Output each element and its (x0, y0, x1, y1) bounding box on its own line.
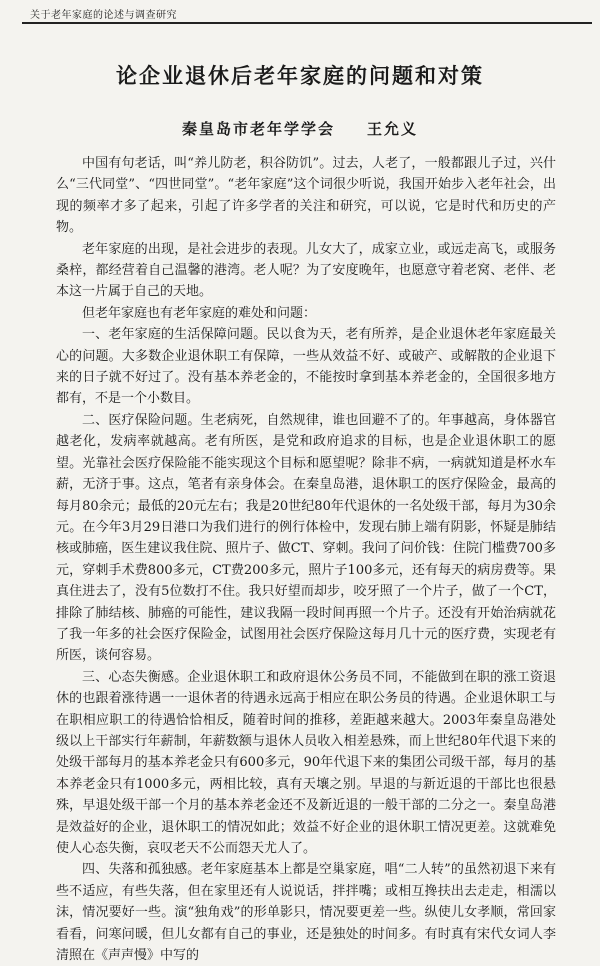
paragraph: 但老年家庭也有老年家庭的难处和问题： (82, 305, 317, 321)
running-header: 关于老年家庭的论述与调查研究 (30, 10, 177, 21)
paragraph: 一、老年家庭的生活保障问题。民以食为天，老有所养，是企业退休老年家庭最关心的问题。大多数企业退休职工有保障，一些从效益不好、或破产、或解散的企业退下来的日子就不好过了。没有基本养老金的，不能按时拿到基本养老金的，全国很多地方都有，不是一个小数目。 (56, 327, 556, 407)
paragraph: 二、医疗保险问题。生老病死，自然规律，谁也回避不了的。年事越高，身体器官越老化，发病率就越高。老有所医，是党和政府追求的目标，也是企业退休职工的愿望。光靠社会医疗保险能不能实现这个目标和愿望呢？除非不病，一病就知道是杯水车薪，无济于事。这点，笔者有亲身体会。在秦皇岛港，退休职工的医疗保险金，最高的每月80余元；最低的20元左右；我是20世纪80年代退休的一名处级干部，每月为30余元。在今年3月29日港口为我们进行的例行体检中，发现右肺上端有阴影，怀疑是肺结核或肺癌，医生建议我住院、照片子、做CT、穿刺。我问了问价钱：住院门槛费700多元，穿刺手术费800多元，CT费200多元，照片子100多元，还有每天的病房费等。果真住进去了，没有5位数打不住。我只好望而却步，咬牙照了一个片子，做了一个CT，排除了肺结核、肺癌的可能性，建议我隔一段时间再照一个片子。还没有开始治病就花了我一年多的社会医疗保险金，试图用社会医疗保险这每月几十元的医疗费，实现老有所医，谈何容易。 (56, 412, 556, 664)
article-body (56, 153, 556, 966)
header-rule (22, 22, 592, 24)
byline (0, 118, 600, 139)
byline-organization: 秦皇岛市老年学学会 (181, 120, 335, 138)
paragraph: 三、心态失衡感。企业退休职工和政府退休公务员不同，不能做到在职的涨工资退休的也跟着涨待遇一一退休者的待遇永远高于相应在职公务员的待遇。企业退休职工与在职相应职工的待遇恰恰相反，随着时间的推移，差距越来越大。2003年秦皇岛港处级以上干部实行年薪制，年薪数额与退休人员收入相差悬殊，而上世纪80年代退下来的处级干部每月的基本养老金只有600多元，90年代退下来的集团公司级干部，每月的基本养老金只有1000多元，两相比较，真有天壤之别。早退的与新近退的干部比也很悬殊，早退处级干部一个月的基本养老金还不及新近退的一般干部的二分之一。秦皇岛港是效益好的企业，退休职工的情况如此；效益不好企业的退休职工情况更差。这就难免使人心态失衡，哀叹老天不公而怨天尤人了。 (56, 669, 556, 856)
article-title: 论企业退休后老年家庭的问题和对策 (116, 64, 484, 88)
paragraph: 中国有句老话，叫“养儿防老，积谷防饥”。过去，人老了，一般都跟儿子过，兴什么“三代同堂”、“四世同堂”。“老年家庭”这个词很少听说，我国开始步入老年社会，出现的频率才多了起来，引起了许多学者的关注和研究，可以说，它是时代和历史的产物。 (56, 156, 556, 236)
byline-author: 王允义 (367, 120, 419, 138)
paragraph: 四、失落和孤独感。老年家庭基本上都是空巢家庭，唱“二人转”的虽然初退下来有些不适应，有些失落，但在家里还有人说说话，拌拌嘴；或相互搀扶出去走走，相濡以沫，情况要好一些。演“独角戏”的形单影只，情况要更差一些。纵使儿女孝顺，常回家看看，问寒问暖，但儿女都有自己的事业，还是独处的时间多。有时真有宋代女词人李清照在《声声慢》中写的 (56, 862, 556, 964)
paragraph: 老年家庭的出现，是社会进步的表现。儿女大了，成家立业，或远走高飞，或服务桑梓，都经营着自己温馨的港湾。老人呢？为了安度晚年，也愿意守着老窝、老伴、老本这一片属于自己的天地。 (56, 241, 556, 300)
